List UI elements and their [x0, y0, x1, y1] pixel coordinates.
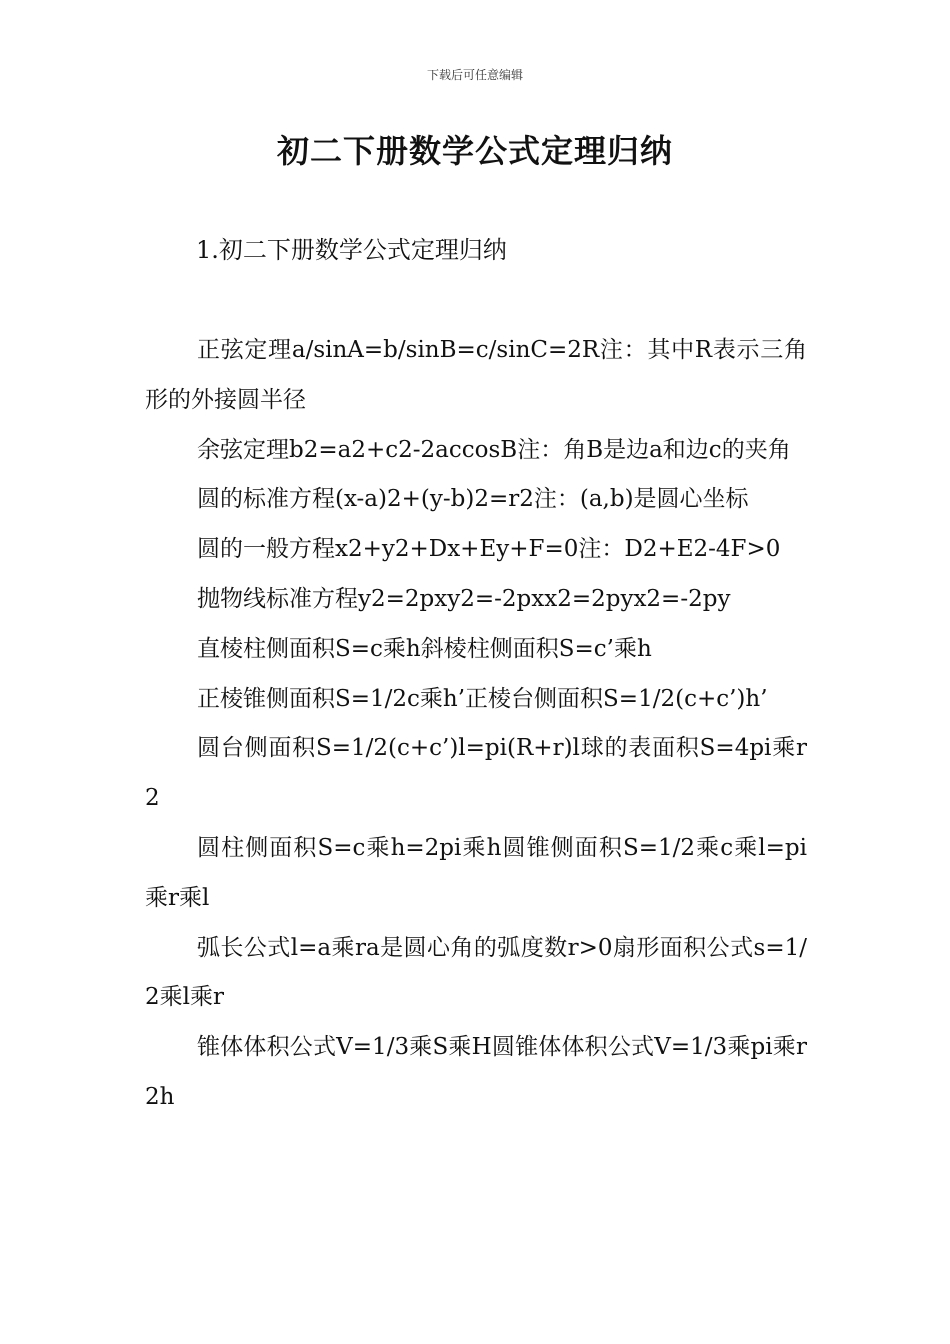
paragraph-sine-law: 正弦定理a/sinA=b/sinB=c/sinC=2R注：其中R表示三角形的外接圆半径 — [145, 337, 807, 413]
paragraph-circle-standard-equation: 圆的标准方程(x-a)2+(y-b)2=r2注：(a,b)是圆心坐标 — [197, 486, 749, 513]
document-title: 初二下册数学公式定理归纳 — [276, 132, 673, 170]
paragraph-parabola-equation: 抛物线标准方程y2=2pxy2=-2pxx2=2pyx2=-2py — [197, 585, 731, 612]
paragraph-frustum-sphere-area: 圆台侧面积S=1/2(c+c’)l=pi(R+r)l球的表面积S=4pi乘r2 — [145, 735, 807, 812]
paragraph-cosine-law: 余弦定理b2=a2+c2-2accosB注：角B是边a和边c的夹角 — [197, 436, 791, 463]
paragraph-cylinder-cone-area: 圆柱侧面积S=c乘h=2pi乘h圆锥侧面积S=1/2乘c乘l=pi乘r乘l — [145, 834, 807, 911]
paragraph-arc-sector: 弧长公式l=a乘ra是圆心角的弧度数r>0扇形面积公式s=1/2乘l乘r — [145, 934, 807, 1011]
page-header-note: 下载后可任意编辑 — [426, 68, 523, 82]
paragraph-pyramid-lateral-area: 正棱锥侧面积S=1/2c乘h’正棱台侧面积S=1/2(c+c’)h’ — [197, 685, 768, 712]
paragraph-circle-general-equation: 圆的一般方程x2+y2+Dx+Ey+F=0注：D2+E2-4F>0 — [197, 536, 781, 563]
formula-list — [145, 326, 807, 1123]
paragraph-prism-lateral-area: 直棱柱侧面积S=c乘h斜棱柱侧面积S=c’乘h — [197, 635, 652, 662]
section-heading: 1.初二下册数学公式定理归纳 — [196, 236, 507, 264]
paragraph-cone-volume: 锥体体积公式V=1/3乘S乘H圆锥体体积公式V=1/3乘pi乘r2h — [145, 1034, 807, 1110]
